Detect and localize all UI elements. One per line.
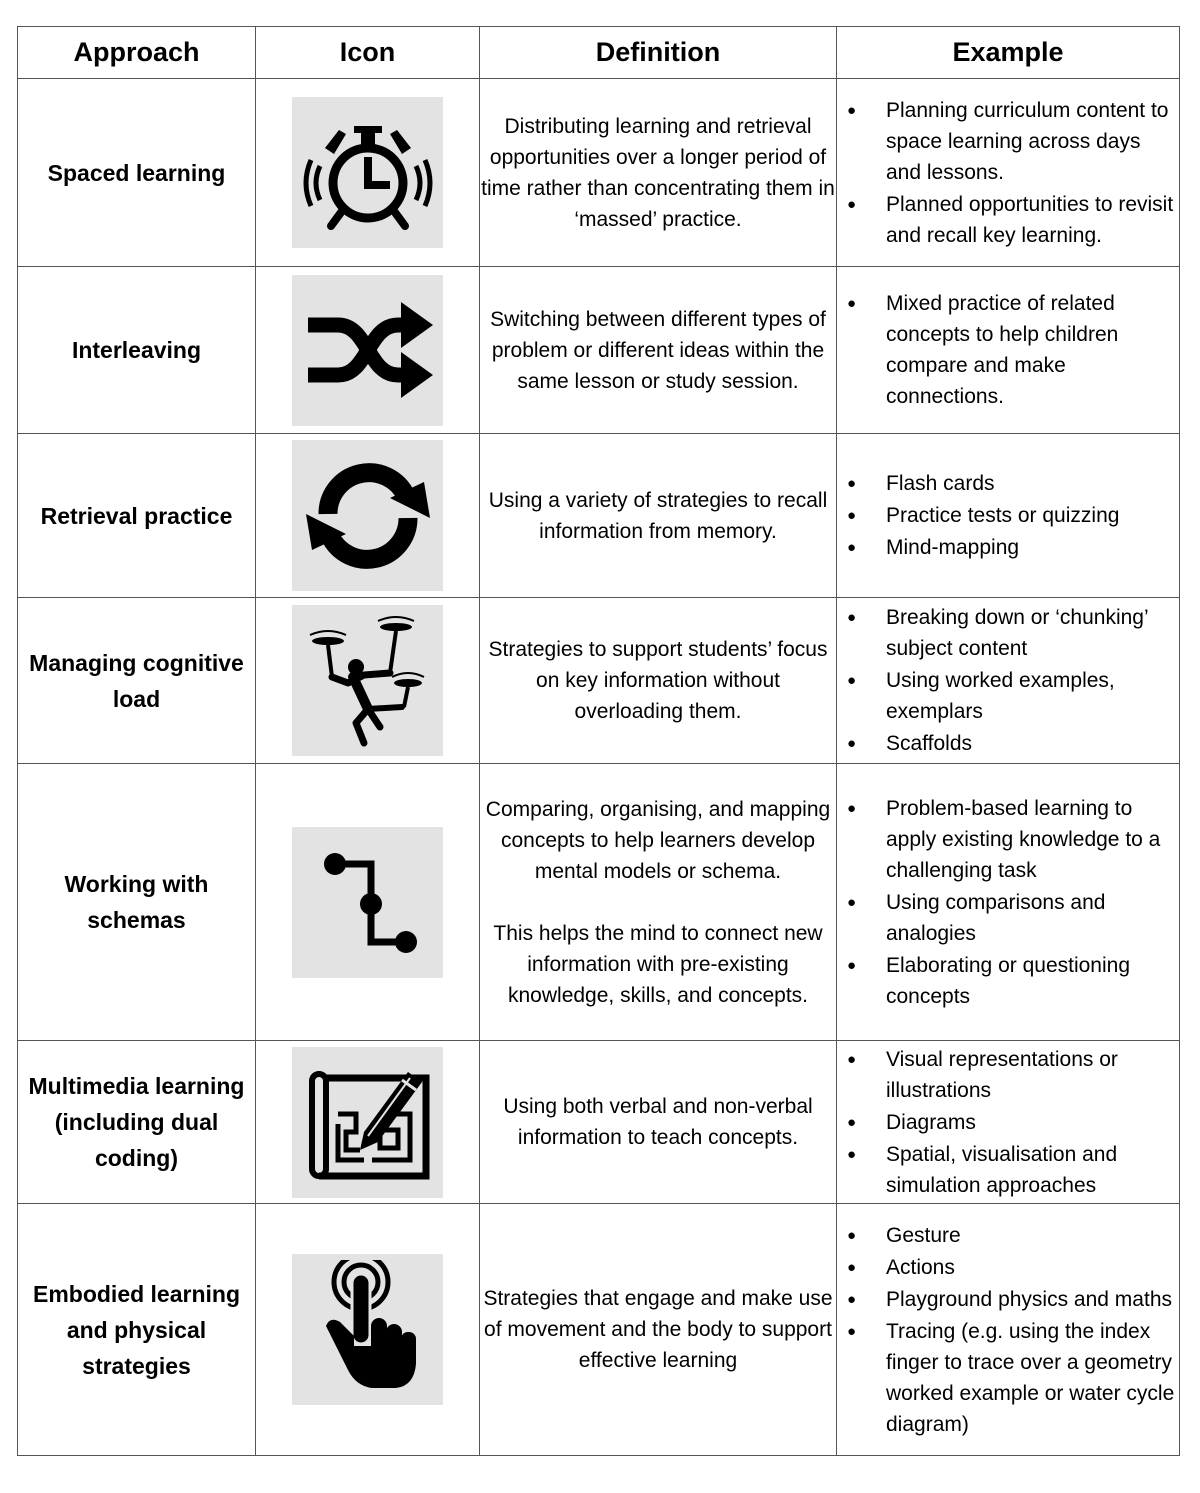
approach-cell: Multimedia learning (including dual coding) (18, 1041, 256, 1204)
example-item: ● Diagrams (837, 1107, 1179, 1138)
definition-cell (480, 434, 837, 598)
shuffle-arrows-icon (292, 275, 443, 426)
icon-cell (256, 764, 480, 1041)
example-item: ● Spatial, visualisation and simulation approaches (837, 1139, 1179, 1201)
definition-cell (480, 764, 837, 1041)
definition-text: Strategies to support students’ focus on key information without overloading them. (488, 638, 828, 723)
icon-cell (256, 79, 480, 267)
table-row (18, 598, 1180, 764)
example-cell (837, 267, 1180, 434)
example-item: ● Mind-mapping (837, 532, 1179, 563)
blueprint-pencil-icon (292, 1047, 443, 1198)
approach-cell: Retrieval practice (18, 434, 256, 598)
definition-text: Using a variety of strategies to recall information from memory. (488, 488, 828, 543)
finger-touch-icon (292, 1254, 443, 1405)
alarm-clock-icon (292, 97, 443, 248)
example-item: ● Using worked examples, exemplars (837, 665, 1179, 727)
icon-cell (256, 267, 480, 434)
definition-cell (480, 1041, 837, 1204)
definition-cell (480, 598, 837, 764)
example-item: ● Practice tests or quizzing (837, 500, 1179, 531)
table-row (18, 79, 1180, 267)
example-cell (837, 598, 1180, 764)
example-cell (837, 79, 1180, 267)
definition-text: Distributing learning and retrieval opportunities over a longer period of time rather than concentrating them in ‘massed’ practice. (481, 114, 835, 231)
approach-cell: Spaced learning (18, 79, 256, 267)
approach-cell: Embodied learning and physical strategies (18, 1204, 256, 1456)
example-item: ● Actions (837, 1252, 1179, 1283)
table-row (18, 1204, 1180, 1456)
definition-text: Comparing, organising, and mapping concepts to help learners develop mental models or schema. (485, 797, 831, 883)
header-row (18, 27, 1180, 79)
header-definition: Definition (480, 27, 837, 79)
approach-cell: Managing cognitive load (18, 598, 256, 764)
approach-cell: Working with schemas (18, 764, 256, 1041)
example-cell (837, 434, 1180, 598)
definition-text: Switching between different types of problem or different ideas within the same lesson or study session. (490, 307, 826, 393)
example-item: ● Tracing (e.g. using the index finger to trace over a geometry worked example or water cycle diagram) (837, 1316, 1179, 1440)
strategies-table (17, 26, 1180, 1456)
juggling-person-icon (292, 605, 443, 756)
example-cell (837, 1204, 1180, 1456)
example-cell (837, 1041, 1180, 1204)
table-row (18, 1041, 1180, 1204)
example-item: ● Mixed practice of related concepts to help children compare and make connections. (837, 288, 1179, 412)
table-row (18, 267, 1180, 434)
icon-cell (256, 1041, 480, 1204)
icon-cell (256, 598, 480, 764)
approach-cell: Interleaving (18, 267, 256, 434)
definition-cell (480, 79, 837, 267)
definition-cell (480, 267, 837, 434)
header-approach: Approach (18, 27, 256, 79)
header-icon: Icon (256, 27, 480, 79)
example-item: ● Problem-based learning to apply existing knowledge to a challenging task (837, 793, 1179, 886)
definition-text: Using both verbal and non-verbal information to teach concepts. (503, 1095, 813, 1149)
definition-text: This helps the mind to connect new information with pre-existing knowledge, skills, and concepts. (493, 921, 823, 1007)
example-item: ● Playground physics and maths (837, 1284, 1179, 1315)
example-item: ● Scaffolds (837, 728, 1179, 759)
example-item: ● Planning curriculum content to space learning across days and lessons. (837, 95, 1179, 188)
example-item: ● Breaking down or ‘chunking’ subject content (837, 602, 1179, 664)
icon-cell (256, 1204, 480, 1456)
table-row (18, 764, 1180, 1041)
example-item: ● Elaborating or questioning concepts (837, 950, 1179, 1012)
example-item: ● Gesture (837, 1220, 1179, 1251)
example-item: ● Visual representations or illustrations (837, 1044, 1179, 1106)
table-row (18, 434, 1180, 598)
example-item: ● Using comparisons and analogies (837, 887, 1179, 949)
icon-cell (256, 434, 480, 598)
definition-cell (480, 1204, 837, 1456)
header-example: Example (837, 27, 1180, 79)
cycle-arrows-icon (292, 440, 443, 591)
example-cell (837, 764, 1180, 1041)
example-item: ● Flash cards (837, 468, 1179, 499)
example-item: ● Planned opportunities to revisit and recall key learning. (837, 189, 1179, 251)
definition-text: Strategies that engage and make use of movement and the body to support effective learning (483, 1287, 833, 1372)
connected-nodes-icon (292, 827, 443, 978)
